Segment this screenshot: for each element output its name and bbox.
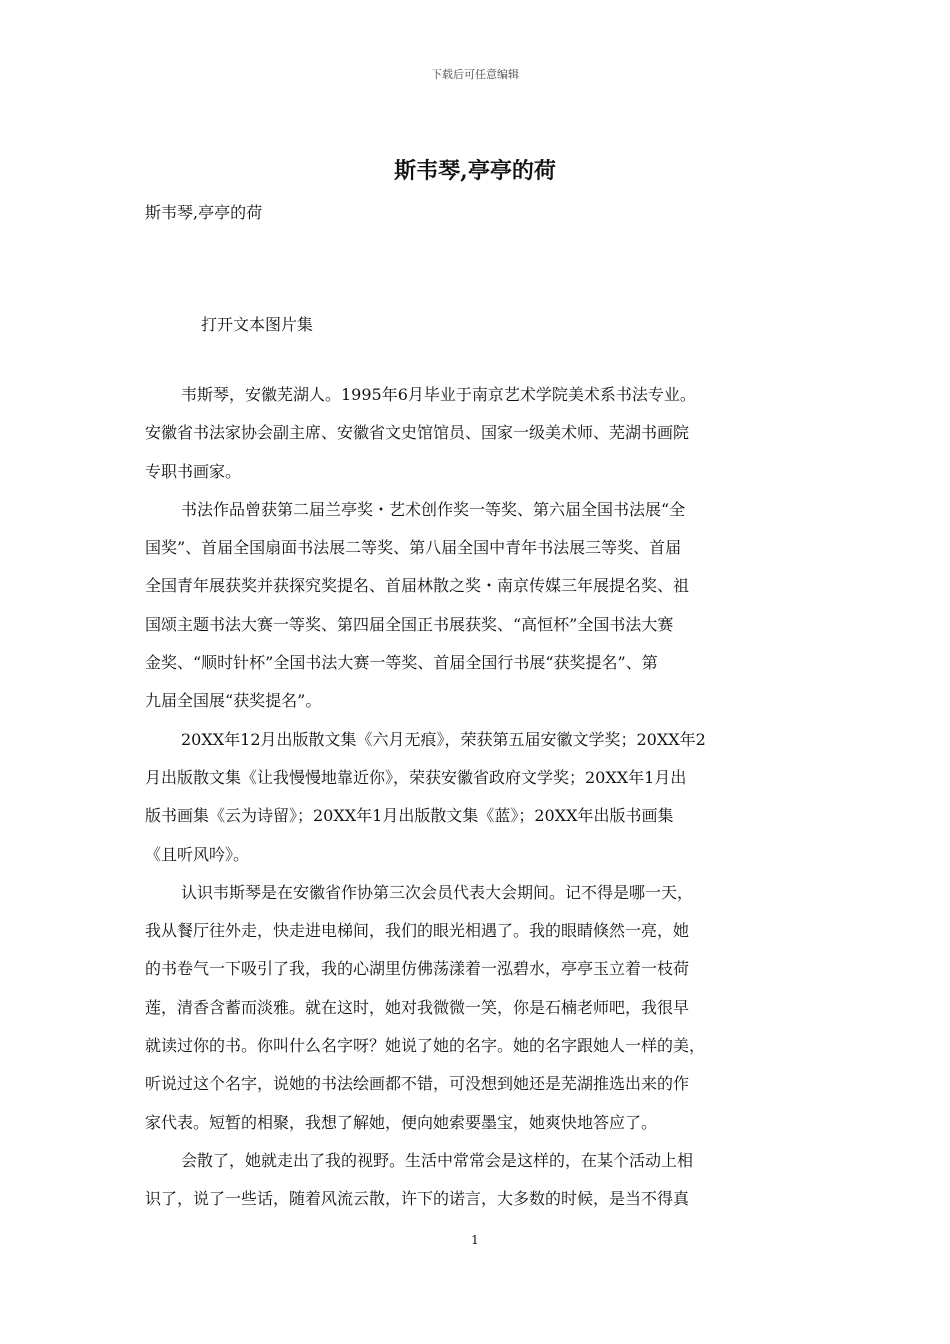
text-line: 书法作品曾获第二届兰亭奖・艺术创作奖一等奖、第六届全国书法展“全 bbox=[181, 499, 686, 519]
paragraph bbox=[145, 721, 805, 874]
text-line: 的书卷气一下吸引了我，我的心湖里仿佛荡漾着一泓碧水，亭亭玉立着一枝荷 bbox=[145, 959, 690, 979]
text-line: 识了，说了一些话，随着风流云散，许下的诺言，大多数的时候，是当不得真 bbox=[145, 1189, 690, 1209]
text-line: 20XX年12月出版散文集《六月无痕》，荣获第五届安徽文学奖；20XX年2 bbox=[181, 729, 706, 749]
text-line: 月出版散文集《让我慢慢地靠近你》，荣获安徽省政府文学奖；20XX年1月出 bbox=[145, 767, 687, 787]
text-line: 莲，清香含蓄而淡雅。就在这时，她对我微微一笑，你是石楠老师吧，我很早 bbox=[145, 997, 690, 1017]
text-line: 就读过你的书。你叫什么名字呀？她说了她的名字。她的名字跟她人一样的美， bbox=[145, 1036, 706, 1056]
text-line: 国颂主题书法大赛一等奖、第四届全国正书展获奖、“高恒杯”全国书法大赛 bbox=[145, 614, 674, 634]
open-image-gallery-link[interactable]: 打开文本图片集 bbox=[201, 315, 314, 334]
text-line: 家代表。短暂的相聚，我想了解她，便向她索要墨宝，她爽快地答应了。 bbox=[145, 1112, 658, 1132]
text-line: 国奖”、首届全国扇面书法展二等奖、第八届全国中青年书法展三等奖、首届 bbox=[145, 538, 682, 558]
text-line: 听说过这个名字，说她的书法绘画都不错，可没想到她还是芜湖推选出来的作 bbox=[145, 1074, 690, 1094]
text-line: 九届全国展“获奖提名”。 bbox=[145, 691, 322, 711]
text-line: 安徽省书法家协会副主席、安徽省文史馆馆员、国家一级美术师、芜湖书画院 bbox=[145, 423, 690, 443]
text-line: 我从餐厅往外走，快走进电梯间，我们的眼光相遇了。我的眼睛倏然一亮，她 bbox=[145, 921, 690, 941]
body-text bbox=[145, 376, 805, 1219]
paragraph bbox=[145, 376, 805, 491]
document-subtitle: 斯韦琴,亭亭的荷 bbox=[145, 203, 263, 222]
text-line: 会散了，她就走出了我的视野。生活中常常会是这样的，在某个活动上相 bbox=[181, 1150, 694, 1170]
document-title: 斯韦琴,亭亭的荷 bbox=[394, 158, 556, 184]
text-line: 认识韦斯琴是在安徽省作协第三次会员代表大会期间。记不得是哪一天， bbox=[181, 882, 694, 902]
header-note: 下载后可任意编辑 bbox=[431, 68, 519, 81]
page-number: 1 bbox=[471, 1233, 479, 1247]
paragraph bbox=[145, 491, 805, 721]
paragraph bbox=[145, 874, 805, 1142]
paragraph bbox=[145, 1142, 805, 1219]
text-line: 金奖、“顺时针杯”全国书法大赛一等奖、首届全国行书展“获奖提名”、第 bbox=[145, 653, 658, 673]
text-line: 版书画集《云为诗留》；20XX年1月出版散文集《蓝》；20XX年出版书画集 bbox=[145, 806, 674, 826]
text-line: 韦斯琴，安徽芜湖人。1995年6月毕业于南京艺术学院美术系书法专业。 bbox=[181, 385, 696, 404]
text-line: 全国青年展获奖并获探究奖提名、首届林散之奖・南京传媒三年展提名奖、祖 bbox=[145, 576, 690, 596]
text-line: 专职书画家。 bbox=[145, 461, 242, 481]
text-line: 《且听风吟》。 bbox=[145, 844, 250, 864]
